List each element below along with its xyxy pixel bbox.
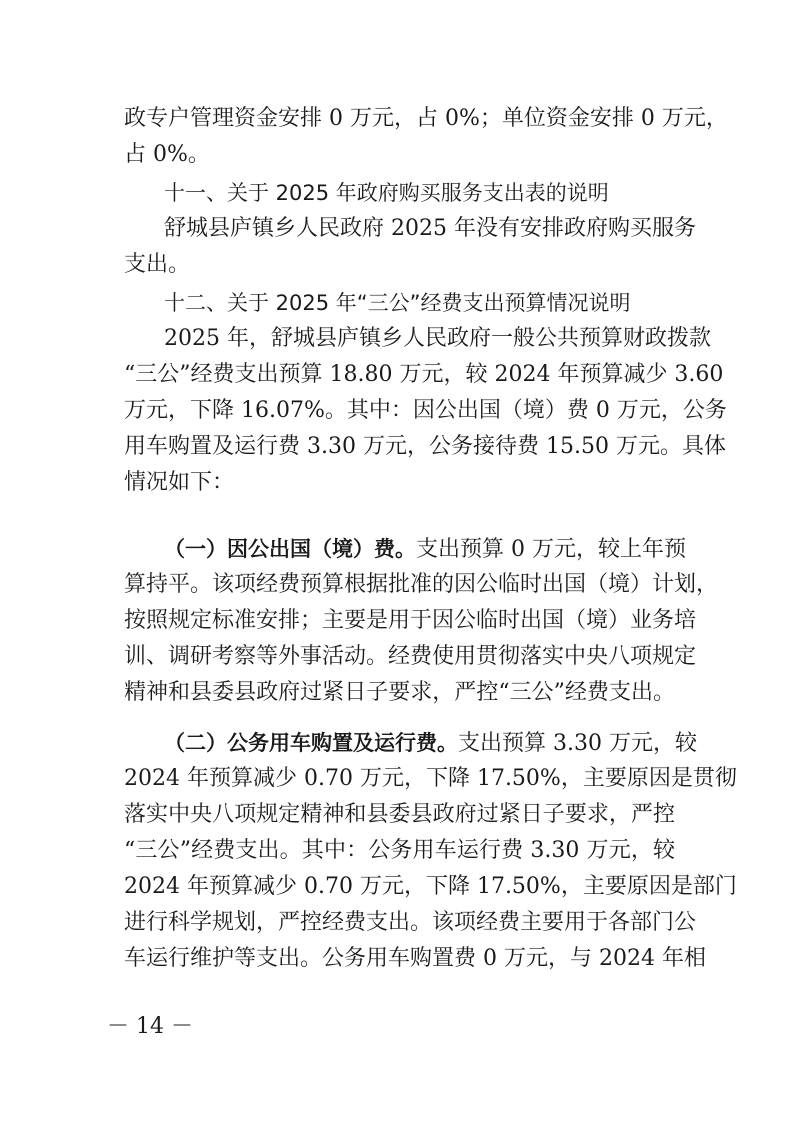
paragraph-line: 政专户管理资金安排 0 万元，占 0%；单位资金安排 0 万元， xyxy=(124,106,728,131)
subsection-2-title: （二）公务用车购置及运行费。 xyxy=(164,731,458,755)
paragraph-line: 支出。 xyxy=(124,252,191,277)
paragraph-line: 2024 年预算减少 0.70 万元，下降 17.50%，主要原因是部门 xyxy=(124,874,737,899)
paragraph-line: 舒城县庐镇乡人民政府 2025 年没有安排政府购买服务 xyxy=(164,216,696,241)
paragraph-line: 情况如下： xyxy=(124,470,235,495)
paragraph-line: 车运行维护等支出。公务用车购置费 0 万元，与 2024 年相 xyxy=(124,946,706,971)
paragraph-line: 按照规定标准安排；主要是用于因公临时出国（境）业务培 xyxy=(124,608,697,633)
subsection-1-text: 支出预算 0 万元，较上年预 xyxy=(416,537,686,562)
paragraph-line: 进行科学规划，严控经费支出。该项经费主要用于各部门公 xyxy=(124,910,697,935)
paragraph-line: 2024 年预算减少 0.70 万元，下降 17.50%，主要原因是贯彻 xyxy=(124,766,737,791)
paragraph-line: 精神和县委县政府过紧日子要求，严控“三公”经费支出。 xyxy=(124,680,675,705)
paragraph-line: 落实中央八项规定精神和县委县政府过紧日子要求，严控 xyxy=(124,802,675,827)
subsection-1-title: （一）因公出国（境）费。 xyxy=(164,537,416,561)
paragraph-line: 2025 年，舒城县庐镇乡人民政府一般公共预算财政拨款 xyxy=(164,326,711,351)
subsection-2-line xyxy=(164,728,697,759)
paragraph-line: “三公”经费支出。其中：公务用车运行费 3.30 万元，较 xyxy=(124,838,675,863)
paragraph-line: 用车购置及运行费 3.30 万元，公务接待费 15.50 万元。具体 xyxy=(124,434,726,459)
paragraph-line: 算持平。该项经费预算根据批准的因公临时出国（境）计划， xyxy=(124,572,719,597)
paragraph-line: 万元，下降 16.07%。其中：因公出国（境）费 0 万元，公务 xyxy=(124,398,727,423)
paragraph-line: “三公”经费支出预算 18.80 万元，较 2024 年预算减少 3.60 xyxy=(124,362,724,387)
paragraph-line: 训、调研考察等外事活动。经费使用贯彻落实中央八项规定 xyxy=(124,644,697,669)
section-heading-11: 十一、关于 2025 年政府购买服务支出表的说明 xyxy=(164,181,609,205)
subsection-2-text: 支出预算 3.30 万元，较 xyxy=(458,731,697,756)
subsection-1-line xyxy=(164,534,686,565)
section-heading-12: 十二、关于 2025 年“三公”经费支出预算情况说明 xyxy=(164,291,631,315)
page-number: － 14 － xyxy=(107,1014,193,1039)
paragraph-line: 占 0%。 xyxy=(124,142,210,167)
